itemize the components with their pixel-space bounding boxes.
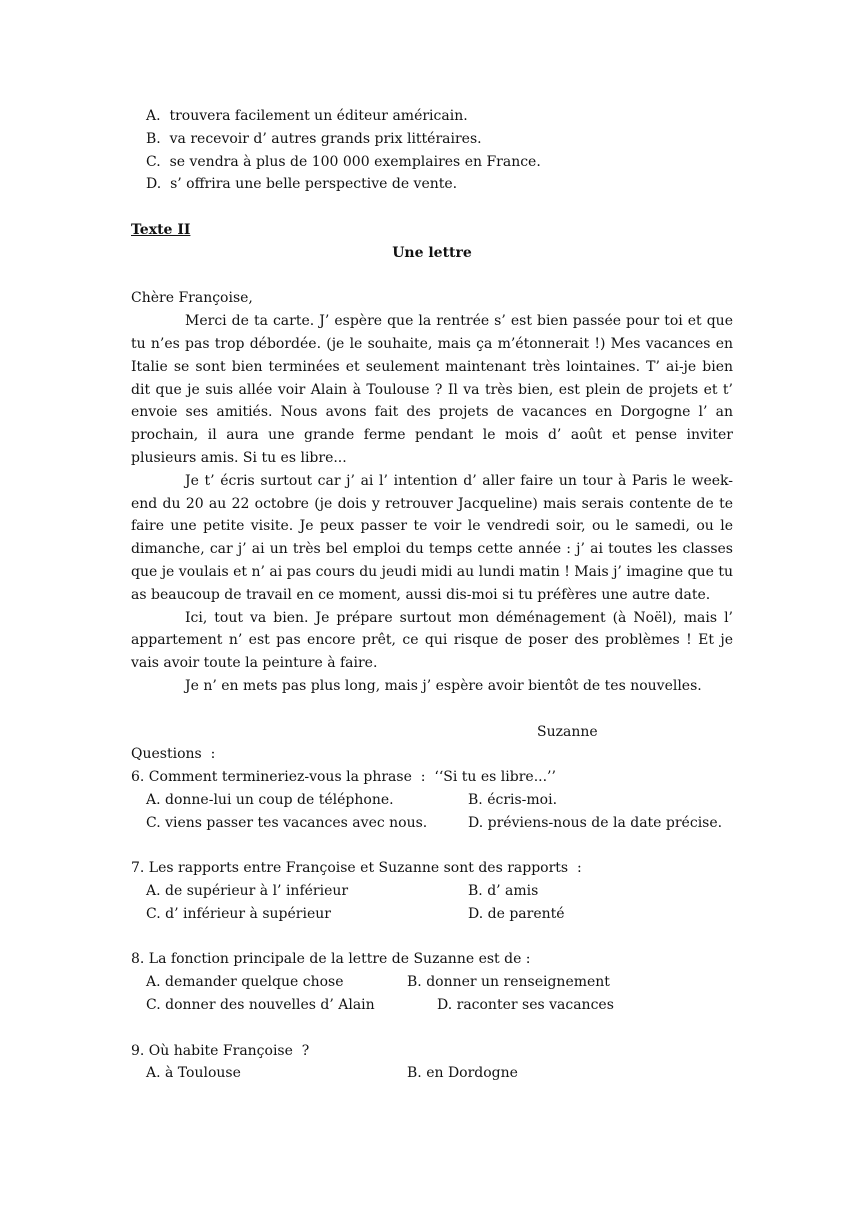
prev-option-b: B. va recevoir d’ autres grands prix littéraires. <box>146 130 482 147</box>
letter-paragraph-3: Ici, tout va bien. Je prépare surtout mon déménagement (à Noël), mais l’ appartement n’ est pas encore prêt, ce qui risque de poser des problèmes ! Et je vais avoir toute la peinture à faire. <box>131 609 733 672</box>
document-page <box>131 105 733 1085</box>
question-8-row-2 <box>131 994 733 1017</box>
question-6-row-2 <box>131 812 733 835</box>
option-b: B. en Dordogne <box>407 1065 518 1082</box>
spacer <box>131 196 733 219</box>
salutation: Chère Françoise, <box>131 290 253 307</box>
option-b: B. donner un renseignement <box>407 974 610 991</box>
option-d: D. de parenté <box>468 905 565 922</box>
option-a: A. demander quelque chose <box>146 974 344 991</box>
question-8-stem: 8. La fonction principale de la lettre de Suzanne est de : <box>131 951 531 968</box>
letter-paragraph-4: Je n’ en mets pas plus long, mais j’ espère avoir bientôt de tes nouvelles. <box>185 677 702 694</box>
question-7-row-1 <box>131 880 733 903</box>
option-a: A. donne-lui un coup de téléphone. <box>146 791 394 808</box>
question-7-row-2 <box>131 903 733 926</box>
option-a: A. de supérieur à l’ inférieur <box>146 883 349 900</box>
question-6-row-1 <box>131 789 733 812</box>
prev-option-a: A. trouvera facilement un éditeur américain. <box>146 108 468 124</box>
question-9-stem: 9. Où habite Françoise ? <box>131 1042 310 1059</box>
letter-paragraph-2: Je t’ écris surtout car j’ ai l’ intention d’ aller faire un tour à Paris le week-end du 20 au 22 octobre (je dois y retrouver Jacqueline) mais serais contente de te faire une petite visite. Je peux passer te voir le vendredi soir, ou le samedi, ou le dimanche, car j’ ai un très bel emploi du temps cette année : j’ ai toutes les classes que je voulais et n’ ai pas cours du jeudi midi au lundi matin ! Mais j’ imagine que tu as beaucoup de travail en ce moment, aussi dis-moi si tu préfères une autre date. <box>131 472 733 603</box>
option-c: C. donner des nouvelles d’ Alain <box>146 997 375 1014</box>
signature: Suzanne <box>537 723 598 740</box>
section-label: Texte II <box>131 221 191 238</box>
spacer <box>131 698 733 721</box>
prev-option-d: D. s’ offrira une belle perspective de vente. <box>146 176 458 193</box>
letter-title: Une lettre <box>392 244 472 261</box>
prev-option-c: C. se vendra à plus de 100 000 exemplaires en France. <box>146 153 541 170</box>
question-6-stem: 6. Comment termineriez-vous la phrase : ‘‘Si tu es libre...’’ <box>131 769 556 786</box>
option-b: B. écris-moi. <box>468 791 558 808</box>
question-8-row-1 <box>131 971 733 994</box>
question-9-row-1 <box>131 1062 733 1085</box>
spacer <box>131 265 733 288</box>
questions-label: Questions : <box>131 746 216 763</box>
spacer <box>131 1017 733 1040</box>
spacer <box>131 835 733 858</box>
option-d: D. raconter ses vacances <box>437 997 614 1014</box>
option-c: C. d’ inférieur à supérieur <box>146 905 331 922</box>
option-a: A. à Toulouse <box>146 1065 241 1082</box>
question-7-stem: 7. Les rapports entre Françoise et Suzanne sont des rapports : <box>131 860 582 877</box>
spacer <box>131 926 733 949</box>
option-c: C. viens passer tes vacances avec nous. <box>146 814 428 831</box>
option-b: B. d’ amis <box>468 883 539 900</box>
option-d: D. préviens-nous de la date précise. <box>468 814 723 831</box>
letter-paragraph-1: Merci de ta carte. J’ espère que la rentrée s’ est bien passée pour toi et que tu n’es pas trop débordée. (je le souhaite, mais ça m’étonnerait !) Mes vacances en Italie se sont bien terminées et seulement maintenant très lointaines. T’ ai-je bien dit que je suis allée voir Alain à Toulouse ? Il va très bien, est plein de projets et t’ envoie ses amitiés. Nous avons fait des projets de vacances en Dorgogne l’ an prochain, il aura une grande ferme pendant le mois d’ août et pense inviter plusieurs amis. Si tu es libre... <box>131 313 733 466</box>
